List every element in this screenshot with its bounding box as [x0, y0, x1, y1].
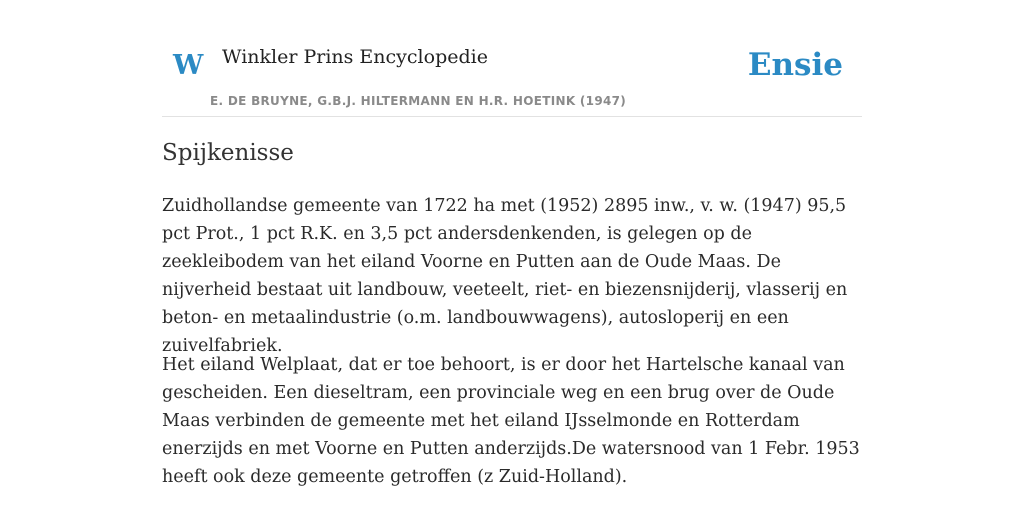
encyclopedia-title-link[interactable]: Winkler Prins Encyclopedie	[222, 46, 488, 68]
source-header	[162, 0, 862, 117]
ensie-brand-logo[interactable]: Ensie	[747, 47, 843, 83]
winkler-prins-logo[interactable]: W	[173, 50, 204, 81]
authors-line: E. DE BRUYNE, G.B.J. HILTERMANN EN H.R. HOETINK (1947)	[210, 94, 627, 108]
article-title: Spijkenisse	[162, 140, 294, 166]
article-paragraph-1: Zuidhollandse gemeente van 1722 ha met (1952) 2895 inw., v. w. (1947) 95,5 pct Prot., 1 pct R.K. en 3,5 pct andersdenkenden, is gelegen op de zeekleibodem van het eiland Voorne en Putten aan de Oude Maas. De nijverheid bestaat uit landbouw, veeteelt, riet- en biezensnijderij, vlasserij en beton- en metaalindustrie (o.m. landbouwwagens), autosloperij en een zuivelfabriek.	[162, 196, 848, 356]
article-paragraph-2: Het eiland Welplaat, dat er toe behoort, is er door het Hartelsche kanaal van gescheiden. Een dieseltram, een provinciale weg en een brug over de Oude Maas verbinden de gemeente met het eiland IJsselmonde en Rotterdam enerzijds en met Voorne en Putten anderzijds.De watersnood van 1 Febr. 1953 heeft ook deze gemeente getroffen (z Zuid-Holland).	[162, 355, 860, 487]
